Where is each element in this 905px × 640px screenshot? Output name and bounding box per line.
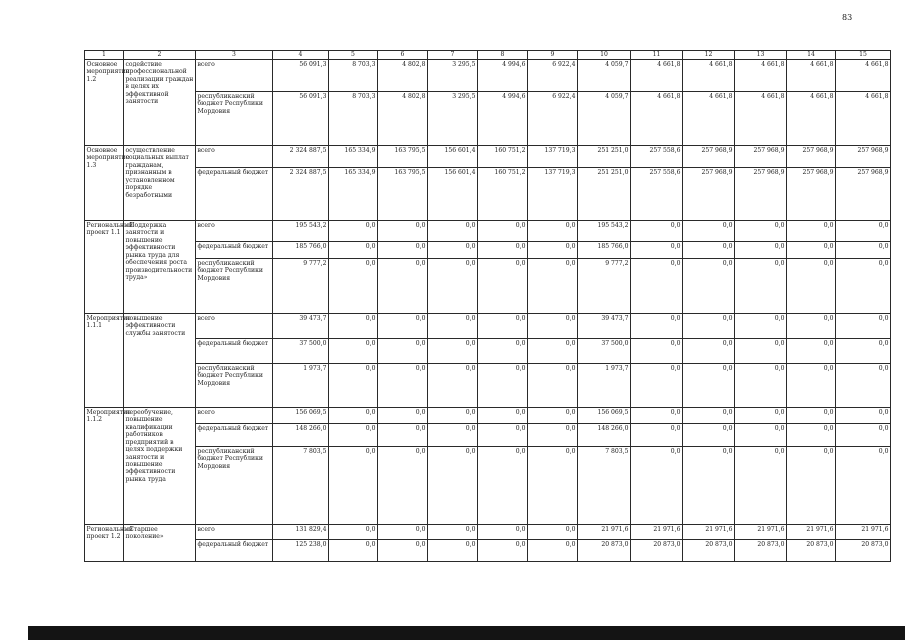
amount-cell: 0,0: [836, 424, 891, 447]
amount-cell: 0,0: [735, 242, 787, 259]
amount-cell: 160 751,2: [478, 146, 528, 168]
amount-cell: 0,0: [787, 447, 836, 525]
column-header: 9: [528, 51, 578, 60]
program-code-cell: Основное мероприятие 1.2: [85, 60, 124, 146]
amount-cell: 4 661,8: [787, 92, 836, 146]
funding-source-cell: всего: [196, 146, 273, 168]
amount-cell: 0,0: [378, 339, 428, 364]
table-row: [85, 424, 891, 447]
column-header: 8: [478, 51, 528, 60]
amount-cell: 131 829,4: [273, 525, 329, 540]
amount-cell: 257 558,6: [631, 168, 683, 221]
amount-cell: 0,0: [329, 525, 378, 540]
amount-cell: 3 295,5: [428, 92, 478, 146]
funding-source-cell: всего: [196, 408, 273, 424]
amount-cell: 4 661,8: [836, 60, 891, 92]
amount-cell: 4 802,8: [378, 92, 428, 146]
amount-cell: 125 238,0: [273, 540, 329, 562]
program-code-cell: Основное мероприятие 1.3: [85, 146, 124, 221]
amount-cell: 0,0: [836, 221, 891, 242]
amount-cell: 0,0: [631, 314, 683, 339]
amount-cell: 257 968,9: [683, 168, 735, 221]
amount-cell: 0,0: [528, 364, 578, 408]
amount-cell: 0,0: [735, 339, 787, 364]
amount-cell: 148 266,0: [273, 424, 329, 447]
amount-cell: 156 069,5: [578, 408, 631, 424]
column-header: 13: [735, 51, 787, 60]
amount-cell: 0,0: [428, 364, 478, 408]
funding-source-cell: всего: [196, 314, 273, 339]
amount-cell: 257 968,9: [735, 168, 787, 221]
amount-cell: 56 091,3: [273, 60, 329, 92]
amount-cell: 165 334,9: [329, 168, 378, 221]
amount-cell: 4 994,6: [478, 60, 528, 92]
amount-cell: 195 543,2: [273, 221, 329, 242]
budget-table: [84, 50, 891, 562]
amount-cell: 0,0: [528, 540, 578, 562]
program-name-cell: переобучение, повышение квалификации работников предприятий в целях поддержки занятости и повышение эффективности рынка труда: [124, 408, 196, 525]
amount-cell: 0,0: [787, 339, 836, 364]
table-row: [85, 92, 891, 146]
amount-cell: 0,0: [478, 408, 528, 424]
amount-cell: 21 971,6: [836, 525, 891, 540]
amount-cell: 0,0: [428, 221, 478, 242]
amount-cell: 1 973,7: [273, 364, 329, 408]
amount-cell: 20 873,0: [578, 540, 631, 562]
amount-cell: 21 971,6: [787, 525, 836, 540]
funding-source-cell: федеральный бюджет: [196, 168, 273, 221]
table-row: [85, 168, 891, 221]
table-row: [85, 221, 891, 242]
amount-cell: 0,0: [329, 221, 378, 242]
amount-cell: 0,0: [428, 525, 478, 540]
amount-cell: 0,0: [836, 408, 891, 424]
column-header: 1: [85, 51, 124, 60]
column-header: 10: [578, 51, 631, 60]
amount-cell: 0,0: [787, 221, 836, 242]
amount-cell: 4 661,8: [683, 60, 735, 92]
amount-cell: 257 968,9: [836, 168, 891, 221]
amount-cell: 0,0: [428, 408, 478, 424]
funding-source-cell: федеральный бюджет: [196, 339, 273, 364]
amount-cell: 0,0: [378, 364, 428, 408]
amount-cell: 3 295,5: [428, 60, 478, 92]
amount-cell: 4 059,7: [578, 60, 631, 92]
amount-cell: 0,0: [631, 259, 683, 314]
amount-cell: 0,0: [836, 339, 891, 364]
amount-cell: 20 873,0: [683, 540, 735, 562]
amount-cell: 0,0: [631, 447, 683, 525]
program-code-cell: Региональный проект 1.2: [85, 525, 124, 562]
amount-cell: 195 543,2: [578, 221, 631, 242]
funding-source-cell: федеральный бюджет: [196, 540, 273, 562]
amount-cell: 20 873,0: [836, 540, 891, 562]
amount-cell: 4 661,8: [631, 92, 683, 146]
amount-cell: 21 971,6: [735, 525, 787, 540]
amount-cell: 0,0: [478, 525, 528, 540]
column-header: 3: [196, 51, 273, 60]
amount-cell: 0,0: [683, 314, 735, 339]
amount-cell: 185 766,0: [273, 242, 329, 259]
amount-cell: 4 661,8: [631, 60, 683, 92]
column-header: 11: [631, 51, 683, 60]
amount-cell: 0,0: [478, 364, 528, 408]
table-row: [85, 339, 891, 364]
amount-cell: 37 500,0: [273, 339, 329, 364]
amount-cell: 0,0: [329, 424, 378, 447]
amount-cell: 0,0: [735, 364, 787, 408]
amount-cell: 257 968,9: [836, 146, 891, 168]
amount-cell: 21 971,6: [578, 525, 631, 540]
amount-cell: 0,0: [683, 364, 735, 408]
amount-cell: 0,0: [735, 447, 787, 525]
amount-cell: 163 795,5: [378, 168, 428, 221]
amount-cell: 156 601,4: [428, 146, 478, 168]
amount-cell: 0,0: [378, 259, 428, 314]
amount-cell: 0,0: [329, 447, 378, 525]
column-header: 7: [428, 51, 478, 60]
program-name-cell: повышение эффективности службы занятости: [124, 314, 196, 408]
column-header: 12: [683, 51, 735, 60]
amount-cell: 0,0: [378, 525, 428, 540]
amount-cell: 0,0: [631, 339, 683, 364]
amount-cell: 9 777,2: [273, 259, 329, 314]
amount-cell: 0,0: [428, 242, 478, 259]
amount-cell: 0,0: [631, 221, 683, 242]
amount-cell: 251 251,0: [578, 168, 631, 221]
amount-cell: 0,0: [836, 447, 891, 525]
column-header: 6: [378, 51, 428, 60]
amount-cell: 0,0: [378, 540, 428, 562]
amount-cell: 0,0: [683, 221, 735, 242]
table-row: [85, 60, 891, 92]
amount-cell: 0,0: [478, 424, 528, 447]
program-code-cell: Региональный проект 1.1: [85, 221, 124, 314]
amount-cell: 0,0: [631, 364, 683, 408]
amount-cell: 0,0: [528, 408, 578, 424]
funding-source-cell: всего: [196, 525, 273, 540]
amount-cell: 0,0: [378, 424, 428, 447]
amount-cell: 0,0: [735, 314, 787, 339]
amount-cell: 156 069,5: [273, 408, 329, 424]
amount-cell: 0,0: [378, 408, 428, 424]
amount-cell: 156 601,4: [428, 168, 478, 221]
amount-cell: 0,0: [631, 408, 683, 424]
amount-cell: 0,0: [735, 408, 787, 424]
funding-source-cell: федеральный бюджет: [196, 242, 273, 259]
amount-cell: 0,0: [787, 259, 836, 314]
amount-cell: 0,0: [428, 540, 478, 562]
table-row: [85, 146, 891, 168]
amount-cell: 0,0: [428, 339, 478, 364]
amount-cell: 0,0: [329, 408, 378, 424]
amount-cell: 0,0: [478, 447, 528, 525]
page-number: 83: [842, 13, 853, 22]
table-row: [85, 447, 891, 525]
amount-cell: 0,0: [787, 424, 836, 447]
amount-cell: 0,0: [329, 540, 378, 562]
amount-cell: 257 968,9: [735, 146, 787, 168]
amount-cell: 1 973,7: [578, 364, 631, 408]
amount-cell: 0,0: [528, 525, 578, 540]
amount-cell: 8 703,3: [329, 60, 378, 92]
amount-cell: 0,0: [478, 242, 528, 259]
amount-cell: 185 766,0: [578, 242, 631, 259]
amount-cell: 4 059,7: [578, 92, 631, 146]
amount-cell: 2 324 887,5: [273, 168, 329, 221]
amount-cell: 20 873,0: [787, 540, 836, 562]
amount-cell: 0,0: [478, 221, 528, 242]
amount-cell: 0,0: [787, 314, 836, 339]
scan-edge-bar: [28, 626, 905, 640]
amount-cell: 0,0: [787, 364, 836, 408]
amount-cell: 0,0: [378, 221, 428, 242]
amount-cell: 8 703,3: [329, 92, 378, 146]
funding-source-cell: федеральный бюджет: [196, 424, 273, 447]
table-row: [85, 540, 891, 562]
amount-cell: 2 324 887,5: [273, 146, 329, 168]
amount-cell: 21 971,6: [631, 525, 683, 540]
amount-cell: 0,0: [478, 259, 528, 314]
amount-cell: 0,0: [631, 242, 683, 259]
amount-cell: 39 473,7: [578, 314, 631, 339]
amount-cell: 39 473,7: [273, 314, 329, 339]
amount-cell: 4 661,8: [735, 92, 787, 146]
amount-cell: 160 751,2: [478, 168, 528, 221]
amount-cell: 0,0: [378, 447, 428, 525]
amount-cell: 0,0: [428, 447, 478, 525]
amount-cell: 0,0: [329, 364, 378, 408]
amount-cell: 0,0: [836, 242, 891, 259]
amount-cell: 0,0: [329, 314, 378, 339]
amount-cell: 257 968,9: [787, 168, 836, 221]
column-header: 2: [124, 51, 196, 60]
program-name-cell: содействие профессиональной реализации граждан в целях их эффективной занятости: [124, 60, 196, 146]
column-header: 4: [273, 51, 329, 60]
amount-cell: 148 266,0: [578, 424, 631, 447]
program-name-cell: осуществление социальных выплат гражданам, признанным в установленном порядке безработными: [124, 146, 196, 221]
funding-source-cell: республиканский бюджет Республики Мордовия: [196, 92, 273, 146]
amount-cell: 0,0: [478, 339, 528, 364]
amount-cell: 9 777,2: [578, 259, 631, 314]
program-name-cell: «Поддержка занятости и повышение эффективности рынка труда для обеспечения роста производительности труда»: [124, 221, 196, 314]
amount-cell: 0,0: [528, 424, 578, 447]
header-row: [85, 51, 891, 60]
amount-cell: 257 558,6: [631, 146, 683, 168]
amount-cell: 257 968,9: [787, 146, 836, 168]
amount-cell: 0,0: [428, 424, 478, 447]
amount-cell: 0,0: [735, 259, 787, 314]
table-row: [85, 314, 891, 339]
table-row: [85, 408, 891, 424]
amount-cell: 0,0: [528, 314, 578, 339]
amount-cell: 0,0: [428, 259, 478, 314]
amount-cell: 0,0: [787, 242, 836, 259]
amount-cell: 0,0: [631, 424, 683, 447]
amount-cell: 0,0: [787, 408, 836, 424]
amount-cell: 0,0: [735, 221, 787, 242]
amount-cell: 0,0: [478, 314, 528, 339]
amount-cell: 4 661,8: [735, 60, 787, 92]
amount-cell: 0,0: [836, 314, 891, 339]
amount-cell: 4 661,8: [787, 60, 836, 92]
amount-cell: 137 719,3: [528, 146, 578, 168]
program-code-cell: Мероприятие 1.1.2: [85, 408, 124, 525]
amount-cell: 0,0: [683, 259, 735, 314]
amount-cell: 251 251,0: [578, 146, 631, 168]
amount-cell: 37 500,0: [578, 339, 631, 364]
amount-cell: 257 968,9: [683, 146, 735, 168]
amount-cell: 0,0: [329, 259, 378, 314]
table-row: [85, 364, 891, 408]
amount-cell: 0,0: [329, 339, 378, 364]
funding-source-cell: всего: [196, 60, 273, 92]
amount-cell: 6 922,4: [528, 60, 578, 92]
program-code-cell: Мероприятие 1.1.1: [85, 314, 124, 408]
amount-cell: 21 971,6: [683, 525, 735, 540]
amount-cell: 0,0: [683, 424, 735, 447]
amount-cell: 0,0: [378, 242, 428, 259]
amount-cell: 0,0: [528, 339, 578, 364]
amount-cell: 0,0: [683, 242, 735, 259]
amount-cell: 137 719,3: [528, 168, 578, 221]
amount-cell: 0,0: [528, 242, 578, 259]
amount-cell: 4 661,8: [836, 92, 891, 146]
amount-cell: 0,0: [735, 424, 787, 447]
amount-cell: 7 803,5: [578, 447, 631, 525]
amount-cell: 20 873,0: [735, 540, 787, 562]
amount-cell: 163 795,5: [378, 146, 428, 168]
amount-cell: 0,0: [528, 447, 578, 525]
table-row: [85, 525, 891, 540]
funding-source-cell: республиканский бюджет Республики Мордовия: [196, 447, 273, 525]
program-name-cell: «Старшее поколение»: [124, 525, 196, 562]
amount-cell: 0,0: [329, 242, 378, 259]
amount-cell: 4 802,8: [378, 60, 428, 92]
table-body: [85, 60, 891, 562]
funding-source-cell: республиканский бюджет Республики Мордовия: [196, 259, 273, 314]
column-header: 15: [836, 51, 891, 60]
amount-cell: 20 873,0: [631, 540, 683, 562]
amount-cell: 0,0: [428, 314, 478, 339]
amount-cell: 0,0: [836, 259, 891, 314]
table-row: [85, 259, 891, 314]
amount-cell: 0,0: [478, 540, 528, 562]
amount-cell: 7 803,5: [273, 447, 329, 525]
amount-cell: 0,0: [528, 259, 578, 314]
amount-cell: 0,0: [683, 339, 735, 364]
amount-cell: 0,0: [378, 314, 428, 339]
table-row: [85, 242, 891, 259]
amount-cell: 0,0: [528, 221, 578, 242]
amount-cell: 165 334,9: [329, 146, 378, 168]
funding-source-cell: республиканский бюджет Республики Мордовия: [196, 364, 273, 408]
amount-cell: 0,0: [836, 364, 891, 408]
funding-source-cell: всего: [196, 221, 273, 242]
amount-cell: 4 994,6: [478, 92, 528, 146]
amount-cell: 56 091,3: [273, 92, 329, 146]
amount-cell: 6 922,4: [528, 92, 578, 146]
amount-cell: 0,0: [683, 447, 735, 525]
amount-cell: 0,0: [683, 408, 735, 424]
amount-cell: 4 661,8: [683, 92, 735, 146]
column-header: 5: [329, 51, 378, 60]
column-header: 14: [787, 51, 836, 60]
